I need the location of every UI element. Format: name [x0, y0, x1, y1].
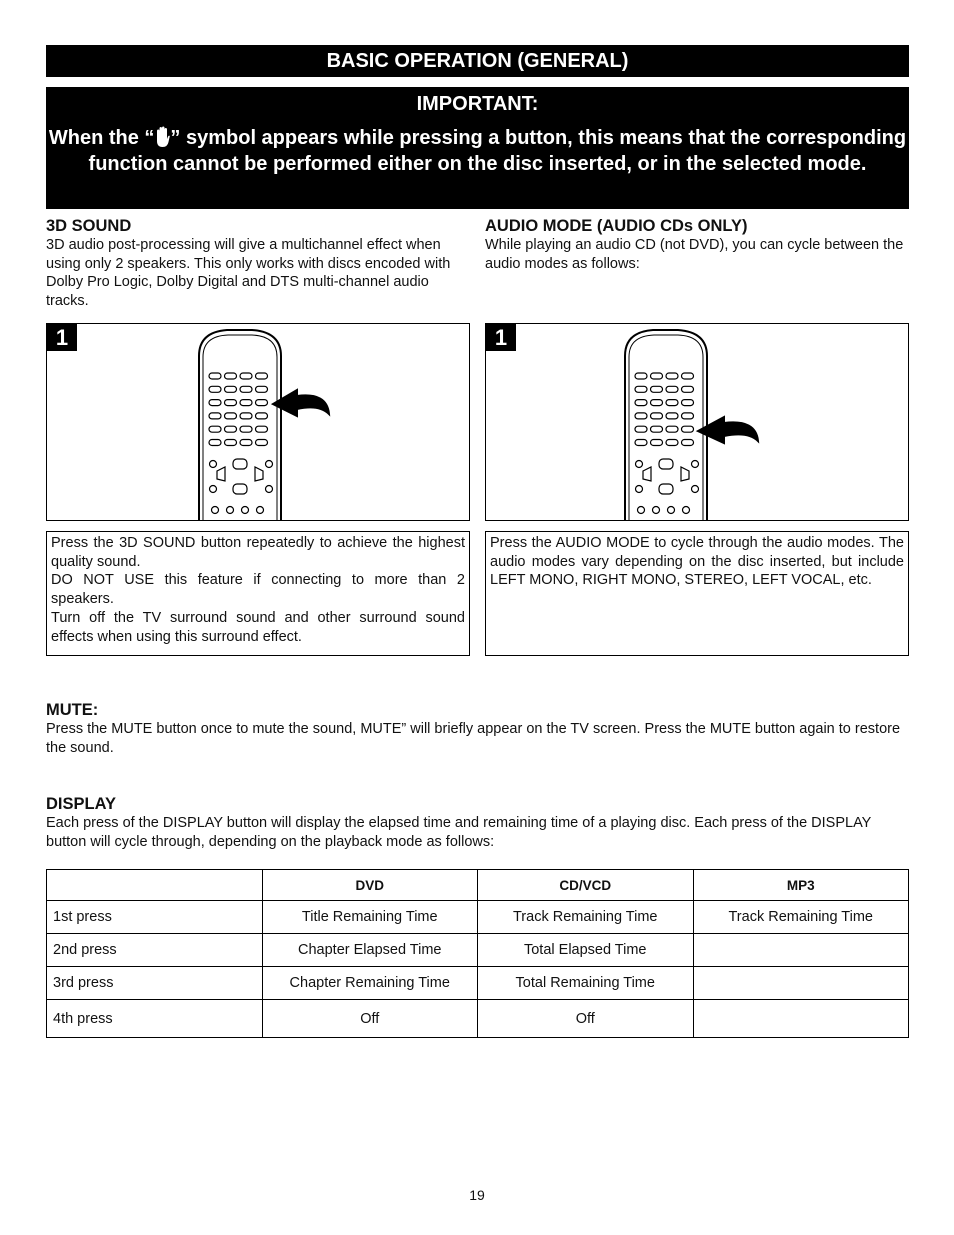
table-cell — [693, 934, 909, 967]
remote-button — [225, 440, 237, 446]
remote-button — [240, 440, 252, 446]
important-text-start: When the “ — [48, 127, 155, 149]
remote-button — [256, 373, 268, 379]
heading-3d-sound: 3D SOUND — [46, 217, 132, 235]
intro-audio-mode: While playing an audio CD (not DVD), you can cycle between the audio modes as follows: — [485, 237, 904, 272]
remote-button — [682, 386, 694, 392]
table-cell: Chapter Elapsed Time — [262, 934, 478, 967]
body-display: Each press of the DISPLAY button will display the elapsed time and remaining time of a playing disc. Each press of the DISPLAY button will cycle through, depending on the playback mode as follows: — [46, 815, 872, 850]
remote-button — [651, 426, 663, 432]
remote-button — [240, 373, 252, 379]
remote-button — [682, 373, 694, 379]
remote-button — [209, 400, 221, 406]
description-audio-mode — [485, 531, 909, 656]
remote-button — [209, 373, 221, 379]
table-row — [47, 901, 909, 934]
table-row — [47, 934, 909, 967]
table-header-cell: MP3 — [693, 870, 909, 901]
remote-button — [256, 426, 268, 432]
table-cell: Title Remaining Time — [262, 901, 478, 934]
remote-button — [256, 386, 268, 392]
remote-button — [209, 426, 221, 432]
remote-button — [666, 373, 678, 379]
remote-button — [209, 386, 221, 392]
table-cell: Off — [478, 1000, 694, 1038]
remote-button — [225, 400, 237, 406]
display-table — [46, 869, 909, 1038]
description-line: DO NOT USE this feature if connecting to more than 2 speakers. — [51, 572, 465, 608]
remote-button — [682, 400, 694, 406]
remote-button — [225, 426, 237, 432]
remote-button — [240, 413, 252, 419]
figure-audio-mode — [485, 323, 909, 521]
description-line: Turn off the TV surround sound and other surround sound effects when using this surround effect. — [51, 609, 465, 645]
remote-button — [666, 386, 678, 392]
remote-button — [635, 413, 647, 419]
table-header-row — [47, 870, 909, 901]
remote-button — [256, 440, 268, 446]
body-mute: Press the MUTE button once to mute the sound, MUTE” will briefly appear on the TV screen. Press the MUTE button again to restore the sound. — [46, 721, 901, 756]
page-number: 19 — [469, 1187, 485, 1203]
remote-control-icon — [47, 324, 470, 521]
table-cell: Chapter Remaining Time — [262, 967, 478, 1000]
remote-button — [256, 413, 268, 419]
remote-button — [635, 400, 647, 406]
description-line: Press the AUDIO MODE to cycle through the audio modes. The audio modes vary depending on the disc inserted, but include LEFT MONO, RIGHT MONO, STEREO, LEFT VOCAL, etc. — [490, 535, 904, 589]
description-3d-sound — [46, 531, 470, 656]
table-cell: 4th press — [47, 1000, 263, 1038]
remote-button — [666, 426, 678, 432]
section-audio-mode — [485, 216, 909, 273]
table-cell — [693, 967, 909, 1000]
remote-button — [666, 400, 678, 406]
remote-button — [225, 413, 237, 419]
remote-button — [209, 440, 221, 446]
remote-button — [240, 386, 252, 392]
remote-button — [651, 440, 663, 446]
remote-button — [225, 386, 237, 392]
table-header-cell: CD/VCD — [478, 870, 694, 901]
remote-button — [666, 413, 678, 419]
remote-button — [651, 373, 663, 379]
remote-button — [682, 426, 694, 432]
remote-button — [682, 413, 694, 419]
section-display — [46, 794, 909, 851]
heading-display: DISPLAY — [46, 795, 116, 813]
table-row — [47, 1000, 909, 1038]
figure-3d-sound — [46, 323, 470, 521]
table-header-cell — [47, 870, 263, 901]
important-text-end: ” symbol appears while pressing a button, this means that the corresponding function cannot be performed either on the disc inserted, or in the selected mode. — [88, 127, 907, 175]
table-header-cell: DVD — [262, 870, 478, 901]
remote-button — [651, 413, 663, 419]
remote-button — [225, 373, 237, 379]
step-number: 1 — [47, 324, 77, 351]
remote-button — [651, 386, 663, 392]
table-row — [47, 967, 909, 1000]
heading-mute: MUTE: — [46, 701, 99, 719]
table-cell: 3rd press — [47, 967, 263, 1000]
section-3d-sound — [46, 216, 470, 311]
remote-button — [240, 400, 252, 406]
remote-button — [256, 400, 268, 406]
remote-button — [635, 440, 647, 446]
remote-button — [635, 426, 647, 432]
table-cell — [693, 1000, 909, 1038]
important-notice — [46, 87, 909, 209]
remote-button — [209, 413, 221, 419]
important-label: IMPORTANT: — [416, 93, 539, 115]
table-cell: 1st press — [47, 901, 263, 934]
table-cell: Off — [262, 1000, 478, 1038]
section-mute — [46, 700, 909, 757]
remote-button — [635, 386, 647, 392]
description-line: Press the 3D SOUND button repeatedly to achieve the highest quality sound. — [51, 535, 465, 570]
remote-button — [635, 373, 647, 379]
remote-button — [682, 440, 694, 446]
remote-button — [240, 426, 252, 432]
heading-audio-mode: AUDIO MODE (AUDIO CDs ONLY) — [485, 217, 748, 235]
remote-control-icon — [486, 324, 909, 521]
intro-3d-sound: 3D audio post-processing will give a multichannel effect when using only 2 speakers. This only works with discs encoded with Dolby Pro Logic, Dolby Digital and DTS multi-channel audio tracks. — [46, 237, 451, 310]
table-cell: 2nd press — [47, 934, 263, 967]
page-title: BASIC OPERATION (GENERAL) — [46, 45, 909, 77]
remote-button — [651, 400, 663, 406]
table-cell: Total Elapsed Time — [478, 934, 694, 967]
important-text — [46, 125, 909, 177]
hand-icon — [154, 126, 170, 148]
table-cell: Total Remaining Time — [478, 967, 694, 1000]
table-cell: Track Remaining Time — [693, 901, 909, 934]
remote-button — [666, 440, 678, 446]
table-cell: Track Remaining Time — [478, 901, 694, 934]
step-number: 1 — [486, 324, 516, 351]
